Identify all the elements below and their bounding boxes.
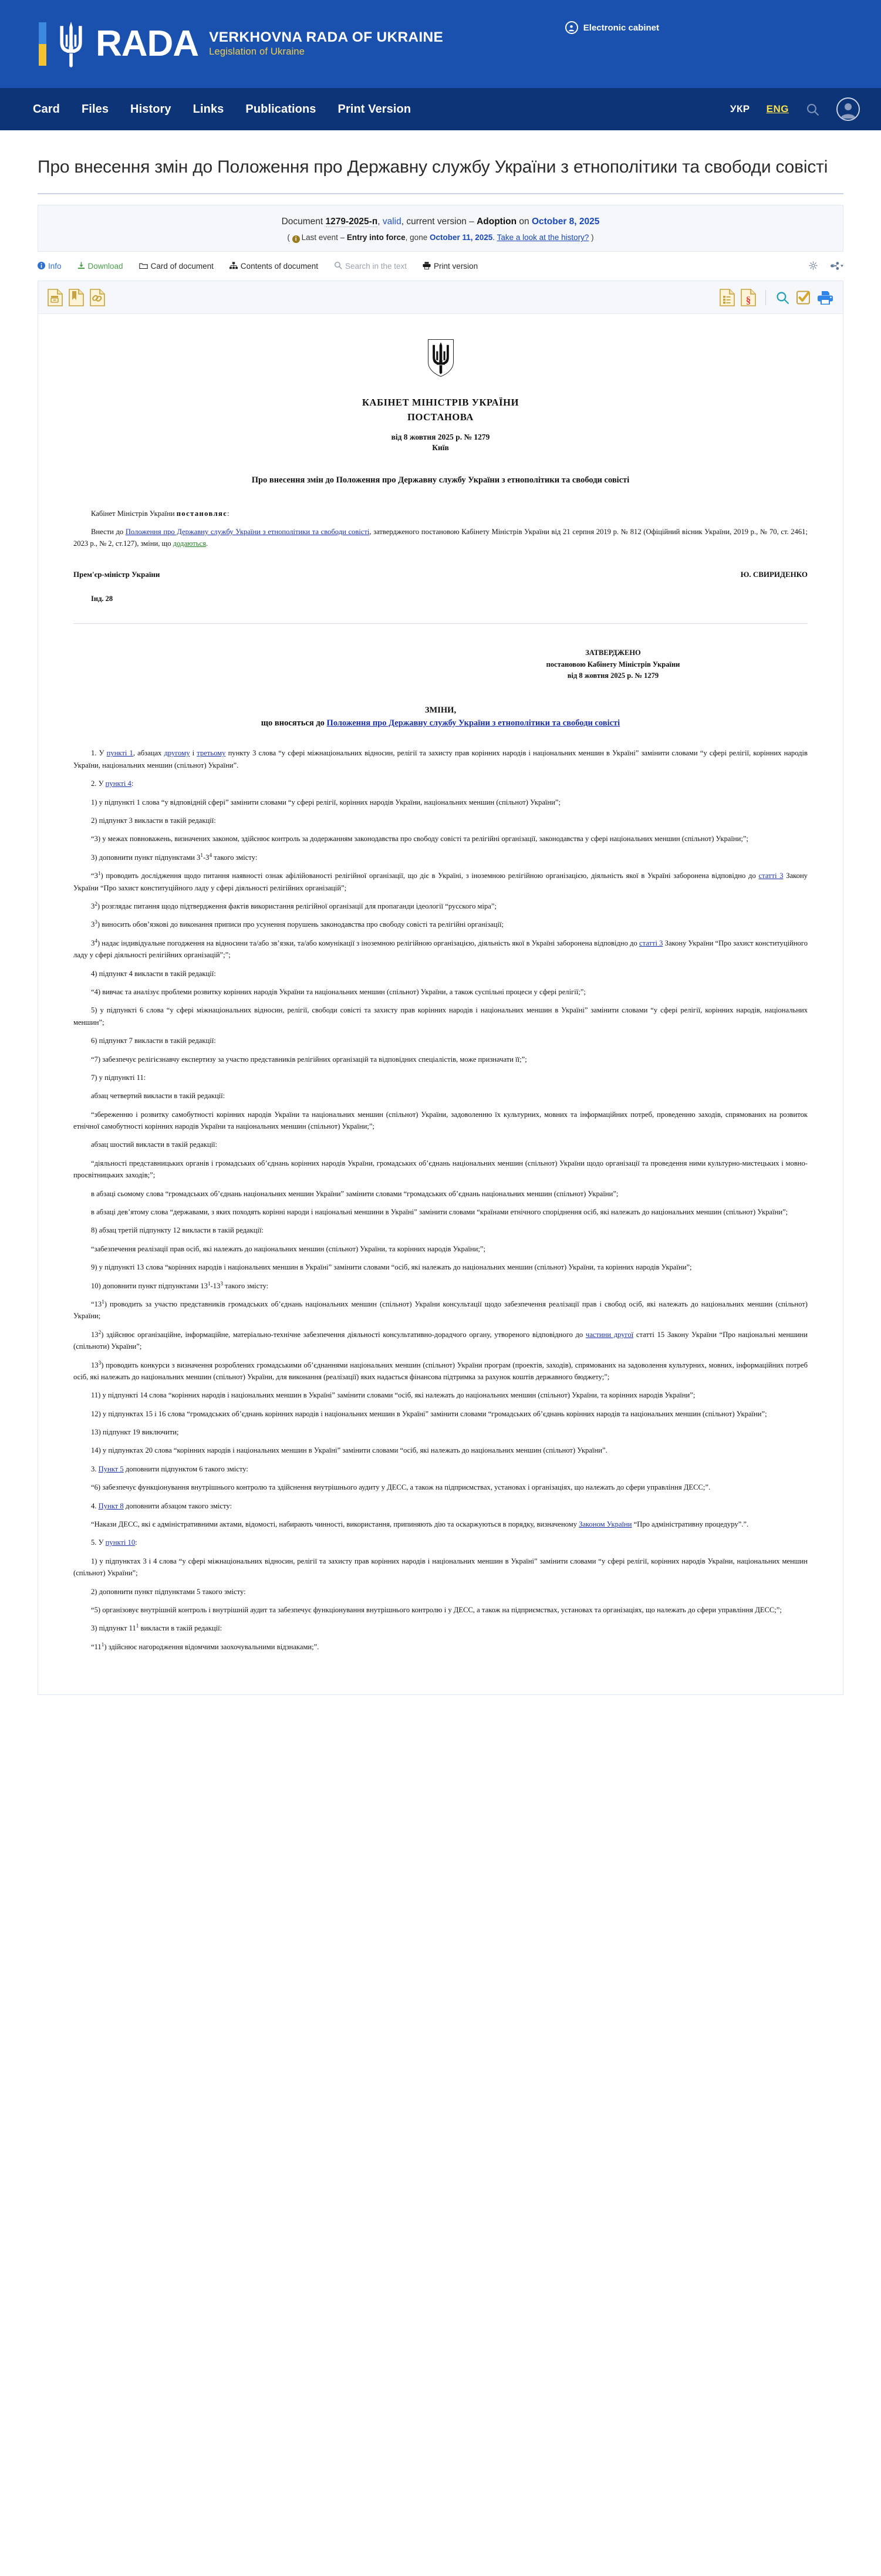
user-circle-icon <box>565 21 578 34</box>
amendment-paragraph: 1) у підпунктах 3 і 4 слова “у сфері міжнаціональних відносин, релігії та захисту прав корінних народів і національних меншин в Україні” замінити словами “у сфері релігії, корінних народів України, національних меншин (спільнот) України”; <box>73 1557 808 1578</box>
amendment-paragraph: в абзаці сьомому слова “громадських об’єднань національних меншин України” замінити словами “громадських об’єднань національних меншин (спільнот) України”; <box>91 1189 619 1198</box>
action-search-label: Search in the text <box>345 262 407 271</box>
amendment-paragraph: 1) у підпункті 1 слова “у відповідній сфері” замінити словами “у сфері релігії, корінних народів України, національних меншин (спільнот) України”; <box>91 798 561 806</box>
amendment-paragraph: абзац шостий викласти в такій редакції: <box>91 1140 218 1149</box>
action-contents-label: Contents of document <box>240 262 318 271</box>
index-number: Інд. 28 <box>91 594 113 603</box>
search-icon[interactable] <box>805 102 820 117</box>
action-download-label: Download <box>87 262 123 271</box>
approval-line-3: від 8 жовтня 2025 р. № 1279 <box>567 671 659 680</box>
inline-legal-reference-link[interactable]: статті 3 <box>758 872 784 880</box>
amendment-intro-end: . <box>205 539 208 548</box>
status-primary-line <box>50 215 831 229</box>
document-type: ПОСТАНОВА <box>407 411 474 423</box>
resolution-intro-verb: постановляє <box>176 509 228 518</box>
amendment-paragraph: 4. Пункт 8 доповнити абзацом такого змісту: <box>91 1501 232 1510</box>
action-info[interactable] <box>38 262 62 271</box>
document-viewer-card <box>38 281 843 1695</box>
approval-block <box>418 647 808 682</box>
amendment-paragraph: $3^2$) розглядає питання щодо підтвердження фактів використання релігійної організації для пропаганди ідеології “русского міра”; <box>91 900 497 910</box>
paragraph-document-icon[interactable] <box>741 289 756 306</box>
amendment-paragraph-list <box>73 747 808 1653</box>
status-paren-close: ) <box>589 233 594 242</box>
amendment-paragraph: 2) підпункт 3 викласти в такій редакції: <box>91 816 216 825</box>
lang-switch-eng[interactable]: ENG <box>766 103 789 114</box>
download-icon <box>77 261 85 271</box>
inline-legal-reference-link[interactable]: статті 3 <box>639 938 663 947</box>
amendment-paragraph: 8) абзац третій підпункту 12 викласти в такій редакції: <box>91 1226 264 1235</box>
regulation-link[interactable]: Положення про Державну службу України з етнополітики та свободи совісті <box>125 527 370 536</box>
status-secondary-line <box>50 233 831 243</box>
amendment-paragraph: 13) підпункт 19 виключити; <box>91 1428 179 1437</box>
amendment-paragraph: “$11^1$) здійснює нагородження відомчими заохочувальними відзнаками;”. <box>91 1641 319 1651</box>
amendment-paragraph: “$3^1$) проводить дослідження щодо питання наявності ознак афілійованості релігійної організації, що діє в Україні, з іноземною релігійною організацією, діяльність якої в Україні заборонена відповідно до статті 3 Закону України “Про захист конституційного ладу у сфері діяльності релігійних організацій”; <box>73 870 808 892</box>
changes-heading: ЗМІНИ, <box>424 705 457 715</box>
action-search-in-text[interactable] <box>334 261 407 271</box>
lang-switch-ukr[interactable]: УКР <box>730 103 750 114</box>
amendment-paragraph: абзац четвертий викласти в такій редакції: <box>91 1092 225 1100</box>
status-history-link[interactable]: Take a look at the history? <box>497 233 589 242</box>
signatory-name: Ю. СВИРИДЕНКО <box>740 569 808 579</box>
resolution-intro <box>73 508 808 519</box>
amendment-intro-mid: , затвердженого постановою Кабінету Міністрів України від 21 серпня 2019 р. № 812 (Офіційний вісник України, 2019 р., № 70, ст. 2461; 2023 р., № 2, ст.127), зміни, що <box>73 527 808 548</box>
status-gone-word: , gone <box>405 233 430 242</box>
site-header <box>0 0 881 88</box>
checkmark-icon[interactable] <box>796 290 811 305</box>
printer-icon <box>423 262 431 271</box>
inline-legal-reference-link[interactable]: другому <box>164 749 190 758</box>
structure-document-icon[interactable] <box>720 289 735 306</box>
document-text-content <box>38 314 843 1694</box>
amendment-paragraph: 2) доповнити пункт підпунктами 5 такого змісту: <box>91 1587 246 1596</box>
amendment-paragraph: 9) у підпункті 13 слова “корінних народів і національних меншин в Україні” замінити словами “осіб, які належать до національних меншин (спільнот) України, та корінних народів України”; <box>91 1263 692 1272</box>
issuing-authority: КАБІНЕТ МІНІСТРІВ УКРАЇНИ <box>362 397 519 408</box>
amendment-paragraph: 12) у підпунктах 15 і 16 слова “громадських об’єднань корінних народів і національних меншин в Україні” замінити словами “громадських об’єднань корінних народів та національних меншин (спільнот) України”; <box>91 1409 767 1418</box>
printer-icon[interactable] <box>817 291 833 305</box>
amendment-paragraph: $13^3$) проводить конкурси з визначення розроблених громадськими об’єднаннями національних меншин (спільнот) України програм (проектів, заходів), спрямованих на задоволення культурних, мовних, інформаційних потреб осіб, які належать до національних меншин (спільнот) України, для виконання (реалізації) яких надається фінансова підтримка за рахунок коштів державного бюджету;”; <box>73 1359 808 1381</box>
inline-legal-reference-link[interactable]: пункті 1 <box>106 749 133 758</box>
action-card-label: Card of document <box>150 262 214 271</box>
document-viewer-toolbar <box>38 281 843 314</box>
signature-row <box>73 570 808 579</box>
attached-changes-link[interactable]: додаються <box>173 539 206 548</box>
electronic-cabinet-label: Electronic cabinet <box>583 22 659 33</box>
logo-subtitle-sub: Legislation of Ukraine <box>209 46 305 57</box>
document-status-panel <box>38 205 843 252</box>
amendment-paragraph: “Накази ДЕСС, які є адміністративними актами, відомості, набирають чинності, використання, припиняють дію та оскаржуються в порядку, визначеному Законом України “Про адміністративну процедуру”.”. <box>91 1520 749 1529</box>
inline-legal-reference-link[interactable]: пункті 4 <box>105 779 131 788</box>
amendment-paragraph: 6) підпункт 7 викласти в такій редакції: <box>91 1037 216 1045</box>
info-icon: i <box>292 235 300 243</box>
amendment-paragraph: 1. У пункті 1, абзацах другому і третьому пункту 3 слова “у сфері міжнаціональних відносин, релігії та захисту прав корінних народів і національних меншин в Україні” замінити словами “у сфері релігії, корінних народів України, національних меншин (спільнот) України”. <box>73 749 808 769</box>
inline-legal-reference-link[interactable]: третьому <box>197 749 226 758</box>
status-last-event-name: Entry into force <box>346 233 406 242</box>
nav-item-links[interactable]: Links <box>193 102 224 116</box>
amendment-paragraph: 7) у підпункті 11: <box>91 1073 146 1082</box>
changes-regulation-link[interactable]: Положення про Державну службу України з етнополітики та свободи совісті <box>326 718 620 728</box>
coat-of-arms-of-ukraine-icon <box>73 339 808 380</box>
amendment-paragraph: 10) доповнити пункт підпунктами $13^1-13^3$ такого змісту: <box>91 1280 269 1290</box>
section-divider <box>73 623 808 624</box>
amendment-paragraph: “3) у межах повноважень, визначених законом, здійснює контроль за додержанням законодавства про свободу совісті та релігійні організації, законодавства у сфері національних меншин (спільнот) України;”; <box>91 835 748 843</box>
amendment-paragraph: “забезпечення реалізації прав осіб, які належать до національних меншин (спільнот) України, та корінних народів України;”; <box>91 1244 485 1253</box>
amendment-paragraph: “4) вивчає та аналізує проблеми розвитку корінних народів України та національних меншин (спільнот) України, а також суспільні процеси у сфері релігії;”; <box>91 987 586 996</box>
document-date-number: від 8 жовтня 2025 р. № 1279 <box>391 433 490 442</box>
amendment-paragraph: “5) організовує внутрішній контроль і внутрішній аудит та забезпечує функціонування внутрішнього контролю і у ДЕСС, а також на підприємствах, установах та організаціях, що належать до сфери управління ДЕСС;”; <box>91 1606 782 1614</box>
logo-subtitle-main: VERKHOVNA RADA OF UKRAINE <box>209 29 444 45</box>
sitemap-icon <box>229 262 238 271</box>
action-download[interactable] <box>77 261 123 271</box>
approval-line-1: ЗАТВЕРДЖЕНО <box>585 648 641 657</box>
amendment-paragraph: в абзаці дев’ятому слова “державами, з яких походять корінні народи і національні меншини в Україні” замінити словами “країнами етнічного споріднення осіб, які належать до національних меншин (спільнот) України”; <box>91 1208 788 1217</box>
amendment-paragraph: 14) у підпунктах 20 слова “корінних народів і національних меншин в Україні” замінити словами “осіб, які належать до національних меншин (спільнот) України”. <box>91 1446 607 1455</box>
action-card-of-document[interactable] <box>139 262 214 271</box>
amendment-paragraph: 2. У пункті 4: <box>91 779 134 788</box>
amendment-paragraph: “6) забезпечує функціонування внутрішнього контролю та здійснення внутрішнього аудиту у ДЕСС, а також на підприємствах, установах і організаціях, що належать до сфери управління ДЕСС;”. <box>91 1483 711 1492</box>
resolution-intro-colon: : <box>227 509 229 518</box>
folder-icon <box>139 262 148 271</box>
amendment-paragraph: 4) підпункт 4 викласти в такій редакції: <box>91 969 216 978</box>
status-middle-text: , current version – <box>401 216 477 227</box>
ukraine-flag-bar <box>39 22 46 66</box>
changes-subheading-pre: що вносяться до <box>261 718 327 728</box>
amendment-paragraph: 5) у підпункті 6 слова “у сфері міжнаціональних відносин, релігії, свободи совісті та захисту прав корінних народів і національних меншин в Україні” замінити словами “у сфері релігії, корінних народів, національних меншин”; <box>73 1006 808 1027</box>
amendment-intro-pre: Внести до <box>91 527 126 536</box>
toolbar-divider <box>765 290 766 305</box>
page-title: Про внесення змін до Положення про Державну службу України з етнополітики та свободи совісті <box>38 157 828 177</box>
user-avatar[interactable] <box>836 97 860 121</box>
status-dot: . <box>492 233 497 242</box>
amendment-paragraph: “збереженню і розвитку самобутності корінних народів України та національних меншин (спільнот) України, задоволенню їх культурних, мовних та інформаційних потреб, проведенню заходів, спрямованих на розвиток етнічної самобутності корінних народів України та національних меншин (спільнот) України;”; <box>73 1110 808 1131</box>
site-logo[interactable] <box>39 21 443 67</box>
amendment-intro <box>73 526 808 550</box>
share-icon[interactable] <box>831 262 843 272</box>
electronic-cabinet-link[interactable] <box>565 21 659 34</box>
signatory-title: Прем'єр-міністр України <box>73 569 160 579</box>
amendment-paragraph: $3^3$) виносить обов’язкові до виконання приписи про усунення порушень законодавства про свободу совісті та релігійні організації; <box>91 919 504 929</box>
amendment-paragraph: “діяльності представницьких органів і громадських об’єднань корінних народів України, громадських об’єднань національних меншин (спільнот) України щодо організації та проведення ними культурно-мистецьких і мовно-просвітницьких заходів;”; <box>73 1159 808 1180</box>
bookmark-document-icon[interactable] <box>69 289 84 306</box>
amendment-paragraph: $13^2$) здійснює організаційне, інформаційне, матеріально-технічне забезпечення діяльності консультативно-дорадчого органу, утвореного відповідного до частини другої статті 15 Закону України “Про національні меншини (спільноти) України”; <box>73 1329 808 1351</box>
info-icon <box>38 262 45 271</box>
document-city: Київ <box>432 443 449 453</box>
status-paren-open: ( <box>287 233 292 242</box>
trident-emblem-icon <box>55 21 87 67</box>
changes-subheading <box>114 717 767 730</box>
approval-line-2: постановою Кабінету Міністрів України <box>546 660 680 669</box>
nav-item-print-version[interactable]: Print Version <box>337 102 411 116</box>
status-validity-badge: valid <box>382 216 401 227</box>
amendment-paragraph: 11) у підпункті 14 слова “корінних народів і національних меншин в Україні” замінити словами “осіб, які належать до національних меншин (спільнот) України, та корінних народів України”; <box>91 1391 696 1400</box>
amendment-paragraph: $3^4$) надає індивідуальне погодження на відносини та/або зв’язки, та/або комунікації з іноземною релігійною організацією, діяльність якої в Україні заборонена відповідно до статті 3 Закону України “Про захист конституційного ладу у сфері діяльності релігійних організацій”;”; <box>73 937 808 960</box>
nav-item-publications[interactable]: Publications <box>245 102 316 116</box>
status-on-word: on <box>517 216 532 227</box>
document-subject-heading: Про внесення змін до Положення про Державну службу України з етнополітики та свободи совісті <box>251 475 630 485</box>
document-actions-toolbar <box>38 261 843 278</box>
inline-legal-reference-link[interactable]: пункті 10 <box>105 1538 136 1547</box>
status-prefix: Document <box>281 216 323 227</box>
amendment-paragraph: “$13^1$) проводить за участю представників громадських об’єднань національних меншин (спільнот) України консультації щодо забезпечення реалізації прав і свобод осіб, які належать до національних меншин (спільнот) України; <box>73 1298 808 1321</box>
inline-legal-reference-link[interactable]: Пункт 5 <box>98 1464 124 1473</box>
amendment-paragraph: “7) забезпечує релігієзнавчу експертизу за участю представників релігійних організацій та відповідних спеціалістів, може призначати її;”; <box>91 1055 527 1064</box>
inline-legal-reference-link[interactable]: Пункт 8 <box>98 1501 124 1510</box>
amendment-paragraph: 3) підпункт $11^1$ викласти в такій редакції: <box>91 1623 222 1633</box>
status-force-date: October 11, 2025 <box>429 233 493 242</box>
action-contents-of-document[interactable] <box>229 262 318 271</box>
logo-rada-text: RADA <box>96 23 199 65</box>
status-comma: , <box>377 216 380 227</box>
title-divider <box>38 193 843 194</box>
action-print-label: Print version <box>434 262 478 271</box>
resolution-intro-pre: Кабінет Міністрів України <box>91 509 177 518</box>
amendment-paragraph: 3) доповнити пункт підпунктами $3^1-3^4$ такого змісту: <box>91 852 258 862</box>
nav-item-history[interactable]: History <box>130 102 171 116</box>
archive-document-icon[interactable] <box>48 289 63 306</box>
status-event-name: Adoption <box>477 216 517 227</box>
svg-text:§: § <box>745 295 751 306</box>
inline-legal-reference-link[interactable]: частини другої <box>585 1330 634 1339</box>
search-icon[interactable] <box>775 291 790 305</box>
action-print-version[interactable] <box>423 262 478 271</box>
inline-legal-reference-link[interactable]: Законом України <box>579 1520 632 1529</box>
link-document-icon[interactable] <box>90 289 105 306</box>
status-document-code: 1279-2025-п <box>325 216 378 227</box>
amendment-paragraph: 3. Пункт 5 доповнити підпунктом 6 такого змісту: <box>91 1464 248 1473</box>
settings-gear-icon[interactable] <box>809 261 818 272</box>
amendment-paragraph: 5. У пункті 10: <box>91 1538 137 1547</box>
action-info-label: Info <box>48 262 62 271</box>
nav-item-card[interactable]: Card <box>33 102 60 116</box>
status-adoption-date: October 8, 2025 <box>531 216 600 227</box>
main-navigation <box>0 88 881 130</box>
search-icon <box>334 261 342 271</box>
nav-item-files[interactable]: Files <box>81 102 109 116</box>
status-last-event-label: Last event – <box>301 233 347 242</box>
